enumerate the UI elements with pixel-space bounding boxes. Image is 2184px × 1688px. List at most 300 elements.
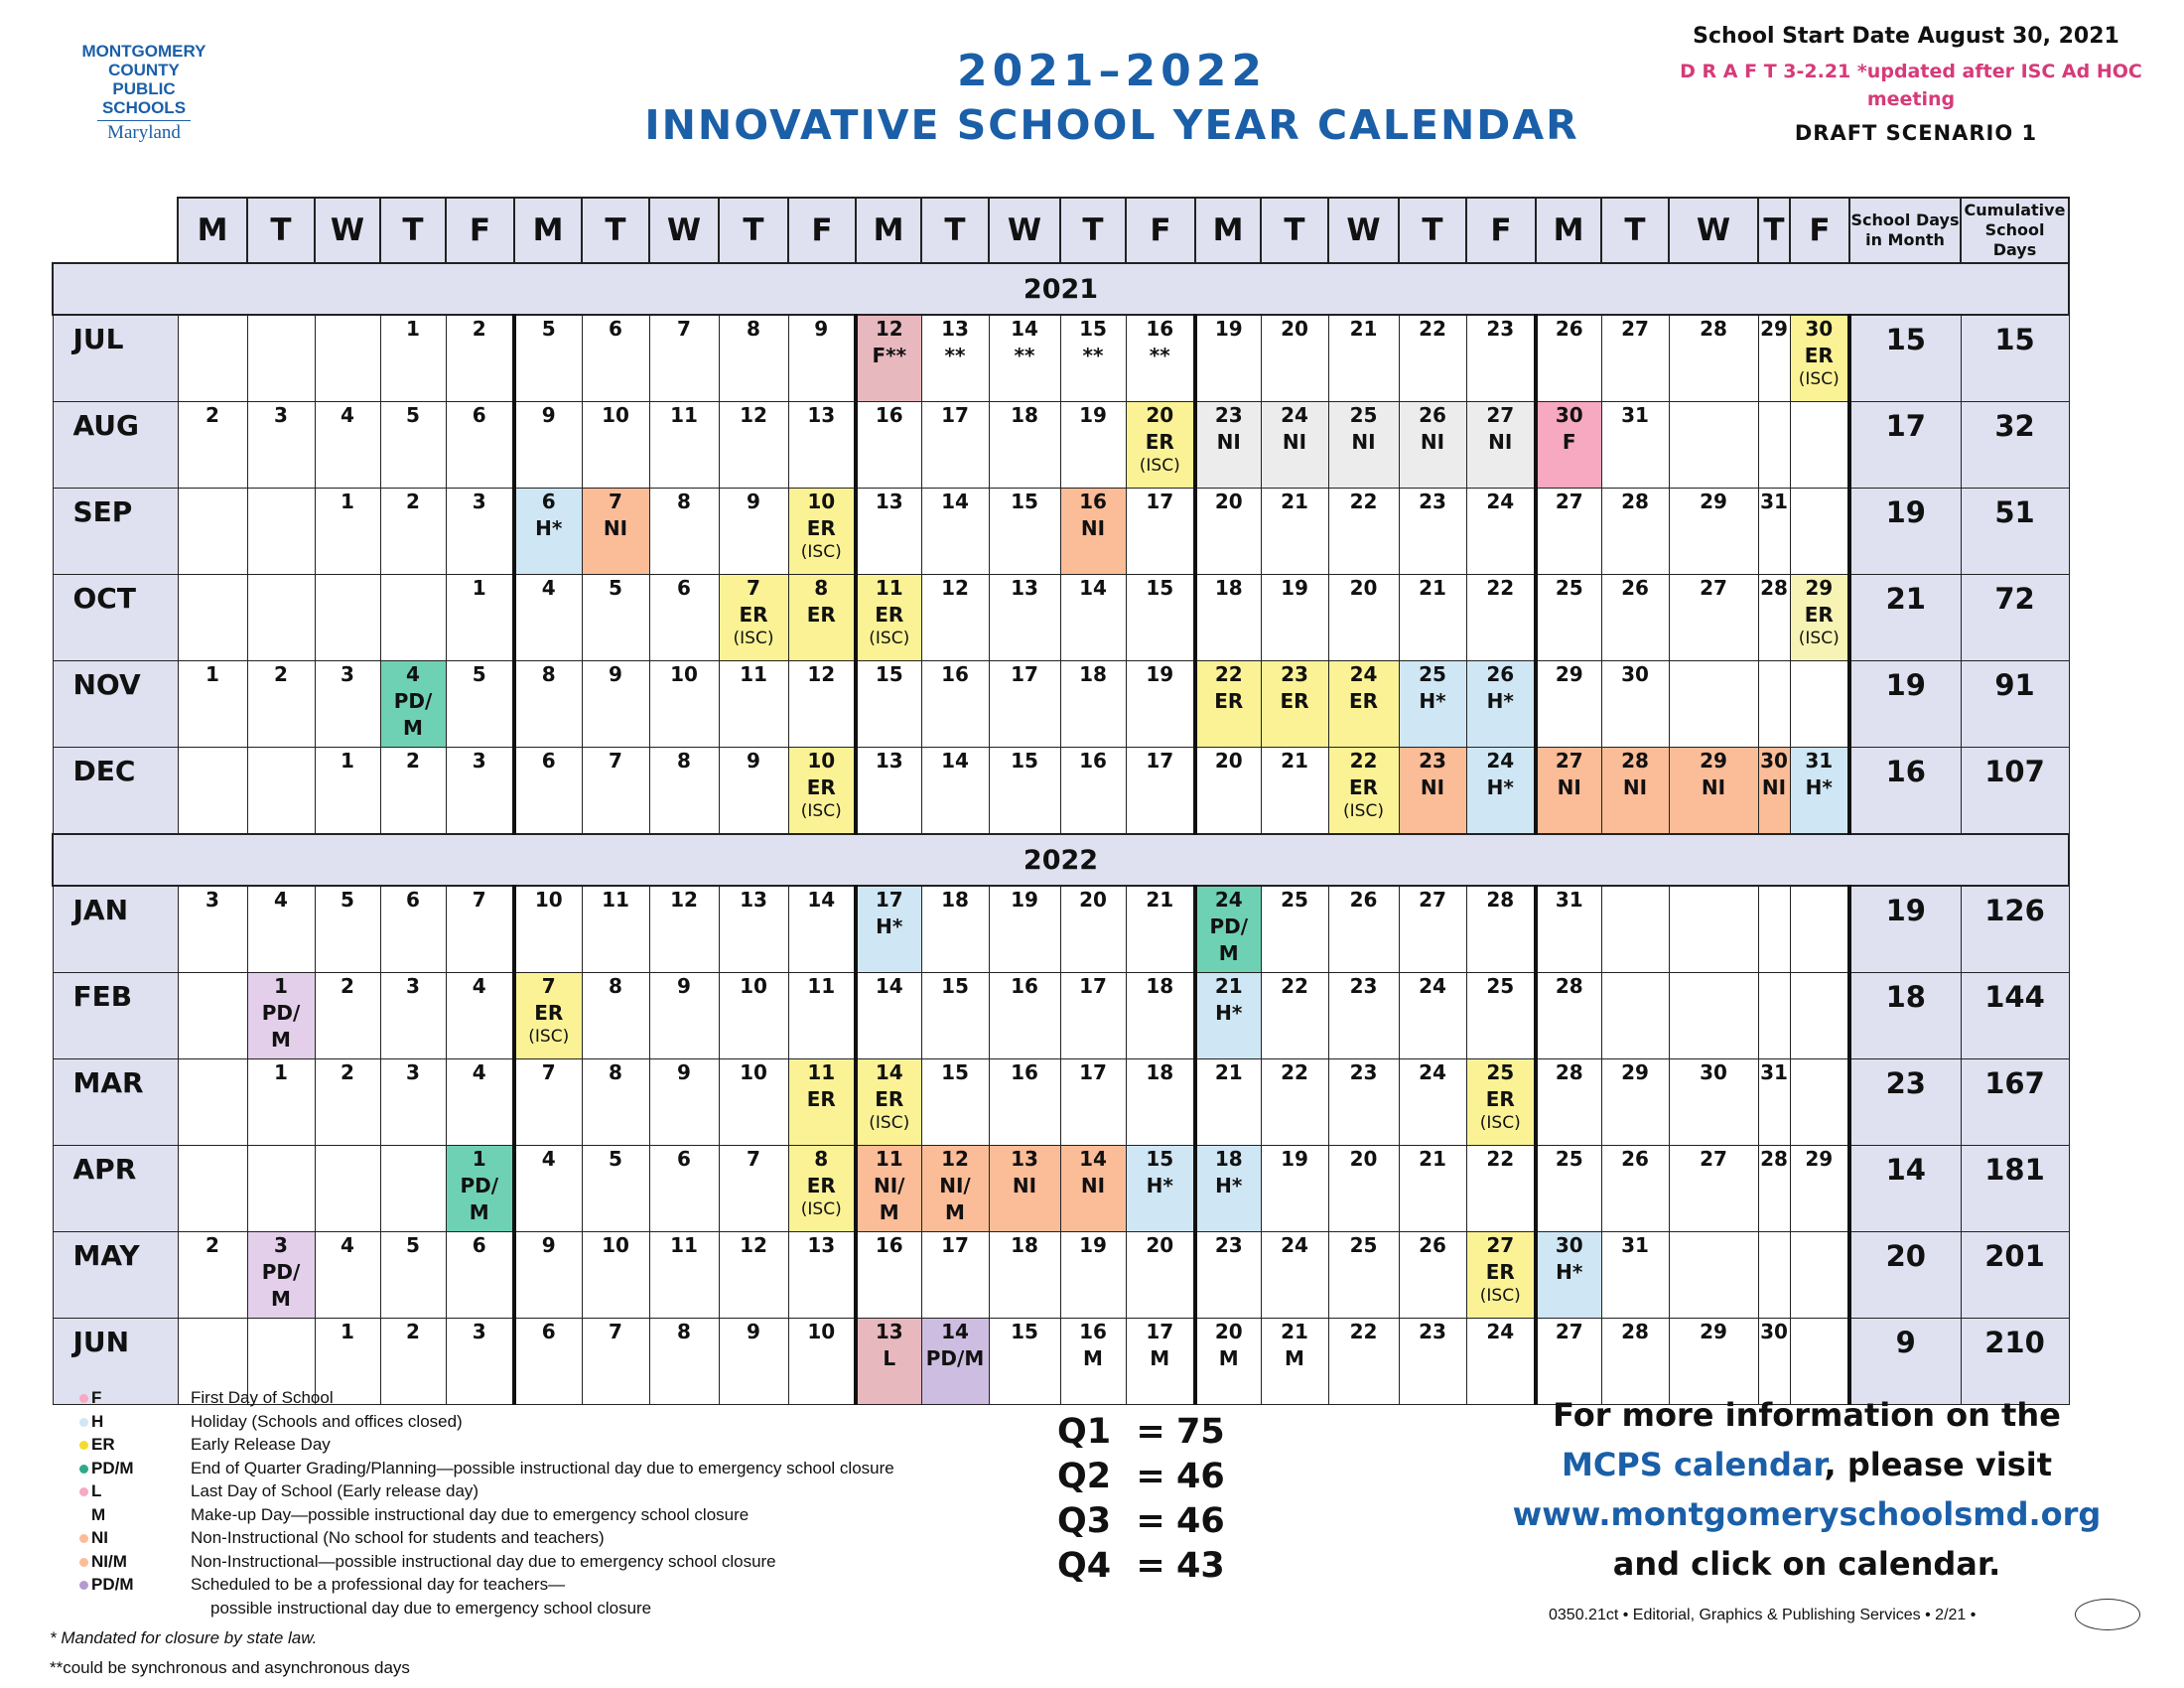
- day-code: H*: [1419, 689, 1446, 713]
- day-cell: [856, 748, 921, 835]
- day-number: 15: [1011, 749, 1038, 773]
- empty-cell: [1790, 1232, 1849, 1319]
- logo-line: SCHOOLS: [101, 98, 187, 117]
- day-cell: [989, 973, 1060, 1059]
- day-number: 25: [1281, 888, 1308, 912]
- day-number: 16: [1079, 490, 1107, 513]
- day-code: NI: [1622, 775, 1648, 799]
- day-number: 30: [1555, 1233, 1583, 1257]
- day-cell: [1060, 1319, 1126, 1405]
- day-number: 20: [1349, 576, 1378, 600]
- day-cell: [921, 1232, 989, 1319]
- day-cell: [1790, 575, 1849, 661]
- day-cell: [1536, 973, 1601, 1059]
- day-cell: [1261, 489, 1328, 575]
- day-subcode: (ISC): [800, 1199, 842, 1219]
- day-cell: [1790, 1146, 1849, 1232]
- equals-sign: =: [1136, 1501, 1165, 1541]
- weekday-header: T: [1060, 198, 1126, 263]
- day-cell: [1328, 973, 1399, 1059]
- day-cell: [1261, 973, 1328, 1059]
- weekday-header: W: [1669, 198, 1758, 263]
- day-subcode: (ISC): [800, 801, 842, 821]
- day-number: 2: [205, 1233, 219, 1257]
- day-code: H*: [1805, 775, 1833, 799]
- day-cell: [514, 1146, 582, 1232]
- day-cell: [1261, 886, 1328, 973]
- day-code: NI: [1216, 430, 1241, 454]
- day-cell: [247, 661, 315, 748]
- day-number: 12: [740, 1233, 767, 1257]
- school-days-count: 19: [1849, 661, 1961, 748]
- day-cell: [1195, 748, 1261, 835]
- day-number: 31: [1805, 749, 1834, 773]
- day-number: 8: [609, 974, 622, 998]
- legend-code: M: [91, 1504, 106, 1524]
- day-number: 21: [1214, 974, 1243, 998]
- day-cell: [788, 1319, 856, 1405]
- day-cell: [178, 1232, 247, 1319]
- day-cell: [1060, 661, 1126, 748]
- info-line: [1469, 1440, 2144, 1489]
- cumulative-count: 72: [1961, 575, 2069, 661]
- day-cell: [856, 575, 921, 661]
- day-cell: [1060, 315, 1126, 402]
- day-cell: [989, 748, 1060, 835]
- day-cell: [1601, 661, 1669, 748]
- day-code: NI: [1761, 775, 1787, 799]
- empty-cell: [380, 1146, 446, 1232]
- day-number: 3: [472, 1320, 486, 1343]
- day-cell: [1758, 315, 1790, 402]
- day-number: 27: [1700, 1147, 1727, 1171]
- empty-cell: [1758, 886, 1790, 973]
- day-code: ER: [1348, 775, 1379, 799]
- day-cell: [514, 973, 582, 1059]
- day-cell: [649, 315, 719, 402]
- day-cell: [1466, 1059, 1536, 1146]
- website-link[interactable]: www.montgomeryschoolsmd.org: [1512, 1495, 2102, 1533]
- day-number: 24: [1486, 490, 1515, 513]
- legend-code: L: [91, 1481, 102, 1500]
- day-number: 20: [1146, 403, 1174, 427]
- day-cell: [1536, 402, 1601, 489]
- school-days-count: 19: [1849, 489, 1961, 575]
- day-number: 10: [602, 403, 629, 427]
- weekday-header: T: [1261, 198, 1328, 263]
- day-number: 28: [1760, 576, 1788, 600]
- day-cell: [1328, 886, 1399, 973]
- legend-description: Last Day of School (Early release day): [191, 1481, 479, 1500]
- day-cell: [315, 748, 380, 835]
- day-subcode: (ISC): [528, 1027, 570, 1047]
- day-code: ER: [739, 603, 768, 627]
- month-row: [53, 748, 2069, 835]
- day-cell: [247, 1059, 315, 1146]
- day-cell: [856, 1232, 921, 1319]
- day-cell: [1601, 402, 1669, 489]
- day-code: M: [1150, 1346, 1170, 1370]
- day-cell: [514, 661, 582, 748]
- calendar-link[interactable]: MCPS calendar: [1561, 1446, 1825, 1483]
- day-number: 30: [1700, 1060, 1727, 1084]
- month-row: [53, 575, 2069, 661]
- day-number: 1: [472, 576, 486, 600]
- day-number: 21: [1419, 576, 1446, 600]
- draft-note: D R A F T 3-2.21 *updated after ISC Ad HOC meeting: [1680, 61, 2142, 110]
- day-code: NI: [1557, 775, 1581, 799]
- legend-description: End of Quarter Grading/Planning—possible instructional day due to emergency school closure: [191, 1458, 894, 1477]
- day-cell: [1126, 1232, 1195, 1319]
- day-cell: [856, 1146, 921, 1232]
- day-cell: [1195, 973, 1261, 1059]
- day-cell: [1195, 661, 1261, 748]
- day-cell: [1261, 1232, 1328, 1319]
- weekday-header: T: [719, 198, 788, 263]
- day-number: 18: [1011, 403, 1038, 427]
- empty-cell: [247, 748, 315, 835]
- cumulative-count: 107: [1961, 748, 2069, 835]
- day-number: 2: [274, 662, 288, 686]
- quarter-label: Q2: [1057, 1457, 1112, 1496]
- month-row: [53, 1146, 2069, 1232]
- weekday-header: T: [1601, 198, 1669, 263]
- day-number: 10: [740, 1060, 767, 1084]
- day-cell: [856, 489, 921, 575]
- empty-cell: [247, 315, 315, 402]
- day-number: 16: [1146, 317, 1174, 341]
- day-cell: [1060, 575, 1126, 661]
- empty-cell: [1669, 886, 1758, 973]
- day-number: 28: [1621, 490, 1649, 513]
- day-code: H*: [1215, 1174, 1243, 1197]
- day-cell: [856, 1319, 921, 1405]
- month-label: OCT: [53, 575, 178, 661]
- day-cell: [649, 661, 719, 748]
- day-cell: [1466, 402, 1536, 489]
- day-cell: [582, 1059, 649, 1146]
- day-number: 5: [609, 576, 622, 600]
- school-days-count: 14: [1849, 1146, 1961, 1232]
- day-number: 19: [1079, 1233, 1107, 1257]
- weekday-header: T: [1399, 198, 1466, 263]
- day-code: NI: [1701, 775, 1726, 799]
- day-number: 17: [1011, 662, 1038, 686]
- equals-sign: =: [1136, 1546, 1165, 1586]
- equals-sign: =: [1136, 1457, 1165, 1496]
- day-cell: [380, 489, 446, 575]
- weekday-header: M: [856, 198, 921, 263]
- day-number: 3: [472, 749, 486, 773]
- day-number: 14: [941, 1320, 969, 1343]
- day-cell: [1399, 1232, 1466, 1319]
- day-code: NI: [1420, 775, 1445, 799]
- day-cell: [1669, 575, 1758, 661]
- day-number: 2: [406, 1320, 420, 1343]
- day-cell: [649, 1146, 719, 1232]
- day-number: 14: [875, 974, 903, 998]
- day-cell: [1195, 1146, 1261, 1232]
- day-cell: [921, 575, 989, 661]
- weekday-header: F: [1790, 198, 1849, 263]
- day-number: 19: [1011, 888, 1038, 912]
- day-number: 30: [1555, 403, 1583, 427]
- day-number: 20: [1079, 888, 1107, 912]
- quarter-row: [1057, 1455, 1225, 1499]
- day-number: 24: [1214, 888, 1243, 912]
- month-row: [53, 973, 2069, 1059]
- cumulative-count: 126: [1961, 886, 2069, 973]
- day-code: M: [469, 1200, 489, 1224]
- day-cell: [1328, 489, 1399, 575]
- day-code: NI: [603, 516, 628, 540]
- day-cell: [989, 402, 1060, 489]
- day-number: 13: [875, 749, 903, 773]
- quarter-row: [1057, 1544, 1225, 1589]
- day-cell: [1790, 748, 1849, 835]
- day-number: 10: [807, 749, 836, 773]
- day-code: H*: [1556, 1260, 1583, 1284]
- day-cell: [514, 1059, 582, 1146]
- day-cell: [380, 661, 446, 748]
- empty-cell: [1669, 1232, 1758, 1319]
- legend-description: Scheduled to be a professional day for teachers—: [191, 1575, 566, 1594]
- day-subcode: (ISC): [1139, 456, 1180, 476]
- day-cell: [1126, 315, 1195, 402]
- day-cell: [856, 973, 921, 1059]
- cumulative-count: 91: [1961, 661, 2069, 748]
- day-subcode: (ISC): [869, 1113, 910, 1133]
- day-code: PD/: [1209, 914, 1249, 938]
- day-cell: [1126, 1146, 1195, 1232]
- day-number: 19: [1281, 576, 1308, 600]
- month-label: APR: [53, 1146, 178, 1232]
- day-code: H*: [535, 516, 563, 540]
- note-mandated: * Mandated for closure by state law.: [50, 1628, 318, 1647]
- day-cell: [1261, 661, 1328, 748]
- day-number: 11: [807, 974, 836, 998]
- day-cell: [446, 402, 514, 489]
- logo-line: MONTGOMERY: [81, 42, 206, 61]
- day-number: 9: [747, 1320, 760, 1343]
- day-code: ER: [875, 1087, 904, 1111]
- day-number: 24: [1419, 1060, 1446, 1084]
- day-cell: [1601, 315, 1669, 402]
- day-code: ER: [875, 603, 904, 627]
- day-cell: [989, 661, 1060, 748]
- day-number: 4: [472, 1060, 486, 1084]
- day-cell: [247, 973, 315, 1059]
- weekday-header: T: [582, 198, 649, 263]
- month-row: [53, 489, 2069, 575]
- school-days-header: School Days in Month: [1849, 198, 1961, 263]
- day-cell: [788, 489, 856, 575]
- school-days-count: 17: [1849, 402, 1961, 489]
- day-cell: [856, 315, 921, 402]
- day-number: 5: [341, 888, 354, 912]
- day-cell: [856, 886, 921, 973]
- day-number: 22: [1349, 749, 1378, 773]
- day-number: 18: [941, 888, 969, 912]
- day-number: 14: [807, 888, 836, 912]
- year-heading: 2021: [53, 263, 2069, 315]
- empty-cell: [1669, 402, 1758, 489]
- day-number: 18: [1214, 1147, 1243, 1171]
- day-cell: [1601, 748, 1669, 835]
- day-number: 22: [1214, 662, 1243, 686]
- day-number: 13: [875, 490, 903, 513]
- day-code: PD/: [261, 1001, 301, 1025]
- day-cell: [719, 748, 788, 835]
- day-number: 2: [341, 974, 354, 998]
- day-number: 17: [875, 888, 903, 912]
- day-cell: [1536, 1146, 1601, 1232]
- day-cell: [788, 886, 856, 973]
- day-code: M: [1285, 1346, 1304, 1370]
- day-number: 18: [1146, 1060, 1174, 1084]
- day-code: M: [271, 1287, 291, 1311]
- day-code: NI/: [939, 1174, 971, 1197]
- day-cell: [315, 1059, 380, 1146]
- day-number: 20: [1146, 1233, 1174, 1257]
- day-cell: [1126, 886, 1195, 973]
- day-cell: [719, 1232, 788, 1319]
- school-days-count: 20: [1849, 1232, 1961, 1319]
- day-subcode: (ISC): [733, 629, 774, 648]
- day-cell: [1060, 973, 1126, 1059]
- day-cell: [649, 886, 719, 973]
- empty-cell: [247, 575, 315, 661]
- day-number: 19: [1214, 317, 1243, 341]
- day-cell: [1466, 886, 1536, 973]
- day-cell: [1060, 402, 1126, 489]
- empty-cell: [315, 1146, 380, 1232]
- day-cell: [1399, 973, 1466, 1059]
- day-cell: [514, 315, 582, 402]
- day-number: 1: [205, 662, 219, 686]
- day-number: 24: [1486, 749, 1515, 773]
- empty-cell: [1790, 402, 1849, 489]
- equals-sign: =: [1136, 1412, 1165, 1452]
- day-code: ER: [534, 1001, 564, 1025]
- day-number: 23: [1214, 403, 1243, 427]
- day-cell: [380, 1059, 446, 1146]
- empty-cell: [178, 315, 247, 402]
- day-number: 18: [1079, 662, 1107, 686]
- day-number: 23: [1349, 974, 1378, 998]
- day-cell: [1328, 402, 1399, 489]
- day-number: 17: [1146, 490, 1174, 513]
- day-number: 21: [1146, 888, 1174, 912]
- day-cell: [1466, 973, 1536, 1059]
- day-number: 5: [541, 317, 556, 341]
- day-cell: [178, 661, 247, 748]
- day-cell: [649, 575, 719, 661]
- day-number: 11: [740, 662, 767, 686]
- day-cell: [1195, 315, 1261, 402]
- day-number: 7: [541, 1060, 556, 1084]
- day-code: H*: [876, 914, 903, 938]
- day-number: 7: [609, 749, 622, 773]
- day-number: 6: [541, 749, 556, 773]
- day-cell: [989, 575, 1060, 661]
- day-code: ER: [806, 516, 836, 540]
- day-number: 24: [1419, 974, 1446, 998]
- day-code: NI: [1012, 1174, 1037, 1197]
- day-number: 23: [1419, 490, 1446, 513]
- day-code: ER: [1280, 689, 1309, 713]
- day-number: 16: [875, 1233, 903, 1257]
- day-cell: [1536, 575, 1601, 661]
- day-cell: [582, 973, 649, 1059]
- empty-cell: [1758, 402, 1790, 489]
- day-cell: [514, 402, 582, 489]
- empty-cell: [380, 575, 446, 661]
- day-number: 12: [875, 317, 903, 341]
- info-line: For more information on the: [1553, 1396, 2061, 1434]
- quarter-row: [1057, 1499, 1225, 1544]
- day-cell: [989, 886, 1060, 973]
- day-cell: [1126, 575, 1195, 661]
- empty-cell: [1601, 886, 1669, 973]
- day-number: 22: [1349, 490, 1378, 513]
- day-cell: [856, 1059, 921, 1146]
- day-number: 28: [1760, 1147, 1788, 1171]
- day-cell: [582, 1319, 649, 1405]
- legend-description: Holiday (Schools and offices closed): [191, 1411, 463, 1431]
- day-number: 9: [814, 317, 829, 341]
- day-code: ER: [1145, 430, 1174, 454]
- month-row: [53, 661, 2069, 748]
- day-number: 28: [1621, 749, 1649, 773]
- day-cell: [1466, 489, 1536, 575]
- day-cell: [1399, 315, 1466, 402]
- month-label: JUN: [53, 1319, 178, 1405]
- day-cell: [1195, 575, 1261, 661]
- day-cell: [1328, 748, 1399, 835]
- quarter-value: 75: [1176, 1412, 1225, 1452]
- day-cell: [719, 973, 788, 1059]
- school-days-count: 23: [1849, 1059, 1961, 1146]
- day-number: 6: [677, 576, 691, 600]
- empty-cell: [1790, 661, 1849, 748]
- day-cell: [1399, 748, 1466, 835]
- day-cell: [514, 886, 582, 973]
- day-number: 4: [341, 1233, 354, 1257]
- scenario-label: DRAFT SCENARIO 1: [1794, 121, 2038, 145]
- day-number: 8: [677, 490, 691, 513]
- day-number: 1: [341, 490, 354, 513]
- month-row: [53, 315, 2069, 402]
- day-number: 27: [1419, 888, 1446, 912]
- day-code: M: [879, 1200, 899, 1224]
- day-code: M: [1083, 1346, 1103, 1370]
- day-number: 26: [1419, 403, 1446, 427]
- weekday-header: W: [1328, 198, 1399, 263]
- day-number: 9: [747, 749, 760, 773]
- day-number: 23: [1214, 1233, 1243, 1257]
- day-cell: [788, 315, 856, 402]
- day-cell: [719, 661, 788, 748]
- day-number: 5: [609, 1147, 622, 1171]
- day-number: 14: [875, 1060, 903, 1084]
- day-code: M: [403, 716, 423, 740]
- weekday-header: T: [247, 198, 315, 263]
- day-number: 1: [274, 974, 288, 998]
- empty-cell: [1601, 973, 1669, 1059]
- day-cell: [989, 315, 1060, 402]
- day-cell: [446, 1146, 514, 1232]
